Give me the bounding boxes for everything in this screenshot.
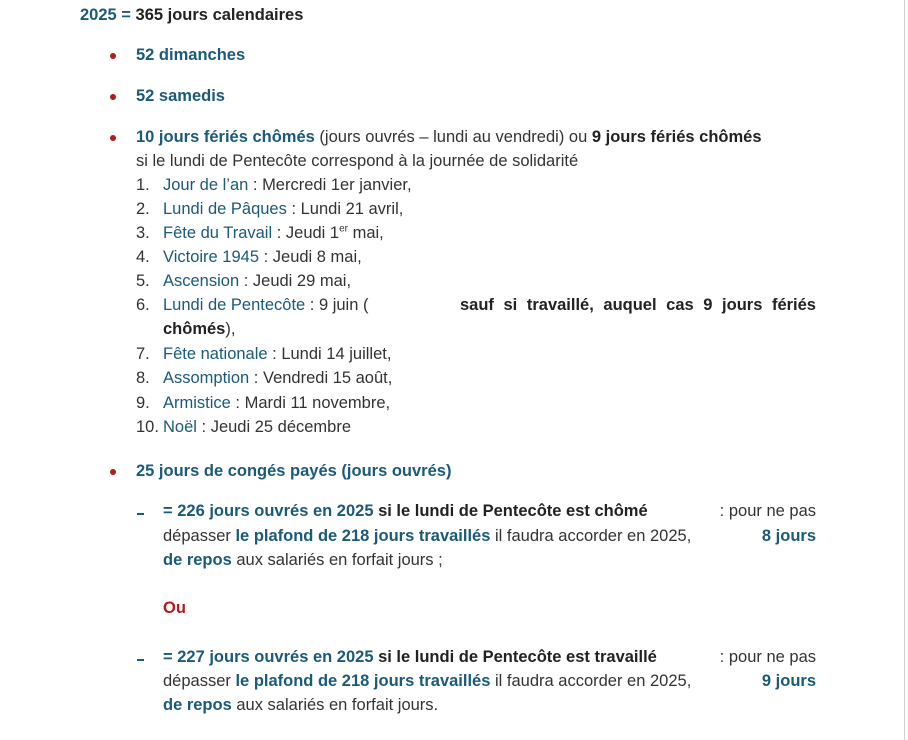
bullet-dot [110, 53, 116, 59]
list-number: 8. [136, 369, 150, 387]
list-number: 4. [136, 248, 150, 266]
holiday-name: Victoire 1945 [163, 248, 260, 266]
or-separator: Ou [163, 599, 186, 617]
option2-tail: : pour ne pas [719, 648, 816, 666]
holiday-detail: : Vendredi 15 août, [249, 369, 393, 387]
option1-text: aux salariés en forfait jours ; [231, 551, 443, 569]
list-item [163, 224, 384, 243]
holiday-detail: : Jeudi 8 mai, [259, 248, 362, 266]
holiday-detail: : 9 juin ( [305, 296, 369, 314]
list-item [163, 272, 351, 291]
option2-line1 [163, 648, 816, 667]
holiday-detail: : Lundi 14 juillet, [267, 345, 392, 363]
list-item-continuation [163, 320, 235, 339]
option2-line1-left [163, 648, 657, 667]
dash-marker [137, 513, 144, 515]
holiday-pentecote-note: sauf si travaillé, auquel cas 9 jours fériés [460, 296, 816, 314]
option2-text: il faudra accorder en 2025, [490, 672, 692, 690]
list-item [163, 200, 403, 219]
option1-line1 [163, 502, 816, 521]
holidays-intro [136, 128, 762, 147]
list-item [163, 248, 362, 267]
list-number: 9. [136, 394, 150, 412]
list-number: 3. [136, 224, 150, 242]
holiday-detail: : Jeudi 29 mai, [239, 272, 352, 290]
option2-line2 [163, 672, 816, 691]
option2-line3 [163, 696, 438, 715]
holiday-name: Fête du Travail [163, 224, 273, 242]
option1-line3 [163, 551, 443, 570]
option2-line2-left [163, 672, 691, 691]
list-number: 10. [136, 418, 159, 436]
holiday-pentecote-left [163, 296, 368, 315]
option1-condition: si le lundi de Pentecôte est chômé [373, 502, 648, 520]
option1-text: il faudra accorder en 2025, [490, 527, 692, 545]
list-number: 5. [136, 272, 150, 290]
bullet-dot [110, 469, 116, 475]
holidays-condition: si le lundi de Pentecôte correspond à la journée de solidarité [136, 152, 579, 170]
option2-condition: si le lundi de Pentecôte est travaillé [373, 648, 657, 666]
header-year: 2025 = [80, 6, 131, 24]
bullet-dot [110, 135, 116, 141]
list-number: 1. [136, 176, 150, 194]
holidays-note: (jours ouvrés – lundi au vendredi) ou [314, 128, 592, 146]
holiday-pentecote-note-end: chômés [163, 320, 226, 338]
option1-text: dépasser [163, 527, 236, 545]
header-text: 365 jours calendaires [135, 6, 304, 24]
holiday-name: Jour de l’an [163, 176, 249, 194]
saturdays-text: 52 samedis [136, 87, 225, 105]
holiday-name: Lundi de Pâques [163, 200, 287, 218]
list-item [163, 369, 392, 388]
holiday-detail: mai, [348, 224, 384, 242]
list-item [163, 418, 351, 437]
option1-tail: : pour ne pas [719, 502, 816, 520]
option2-ceiling: le plafond de 218 jours travaillés [235, 672, 491, 690]
holiday-detail: ), [225, 320, 236, 338]
option2-text: dépasser [163, 672, 236, 690]
option1-days: = 226 jours ouvrés en 2025 [163, 502, 374, 520]
list-item [163, 176, 412, 195]
option2-rest-days: 9 jours [761, 672, 816, 690]
list-number: 2. [136, 200, 150, 218]
option2-days: = 227 jours ouvrés en 2025 [163, 648, 374, 666]
page-edge [904, 0, 905, 740]
holiday-name: Assomption [163, 369, 250, 387]
holiday-name: Fête nationale [163, 345, 268, 363]
option1-line1-left [163, 502, 648, 521]
option1-ceiling: le plafond de 218 jours travaillés [235, 527, 491, 545]
list-number: 7. [136, 345, 150, 363]
holiday-detail: : Jeudi 25 décembre [196, 418, 352, 436]
holiday-name: Armistice [163, 394, 231, 412]
holidays-count-10: 10 jours fériés chômés [136, 128, 315, 146]
holiday-detail: : Lundi 21 avril, [286, 200, 404, 218]
holiday-detail: : Mercredi 1er janvier, [248, 176, 412, 194]
holidays-count-9: 9 jours fériés chômés [591, 128, 762, 146]
bullet-dot [110, 94, 116, 100]
holiday-detail: : Mardi 11 novembre, [230, 394, 391, 412]
dash-marker [137, 659, 144, 661]
option1-line2 [163, 527, 816, 546]
holiday-name: Ascension [163, 272, 240, 290]
holiday-name: Lundi de Pentecôte [163, 296, 306, 314]
header-line [80, 6, 303, 25]
holiday-detail-sup: er [339, 223, 349, 235]
list-number: 6. [136, 296, 150, 314]
holiday-detail: : Jeudi 1 [272, 224, 340, 242]
list-item [163, 394, 390, 413]
option2-text: aux salariés en forfait jours. [231, 696, 439, 714]
option1-rest: de repos [163, 551, 232, 569]
list-item [163, 345, 391, 364]
option2-rest: de repos [163, 696, 232, 714]
conges-text: 25 jours de congés payés (jours ouvrés) [136, 462, 452, 480]
sundays-text: 52 dimanches [136, 46, 246, 64]
option1-line2-left [163, 527, 691, 546]
holiday-name: Noël [163, 418, 197, 436]
option1-rest-days: 8 jours [761, 527, 816, 545]
list-item [163, 296, 816, 315]
